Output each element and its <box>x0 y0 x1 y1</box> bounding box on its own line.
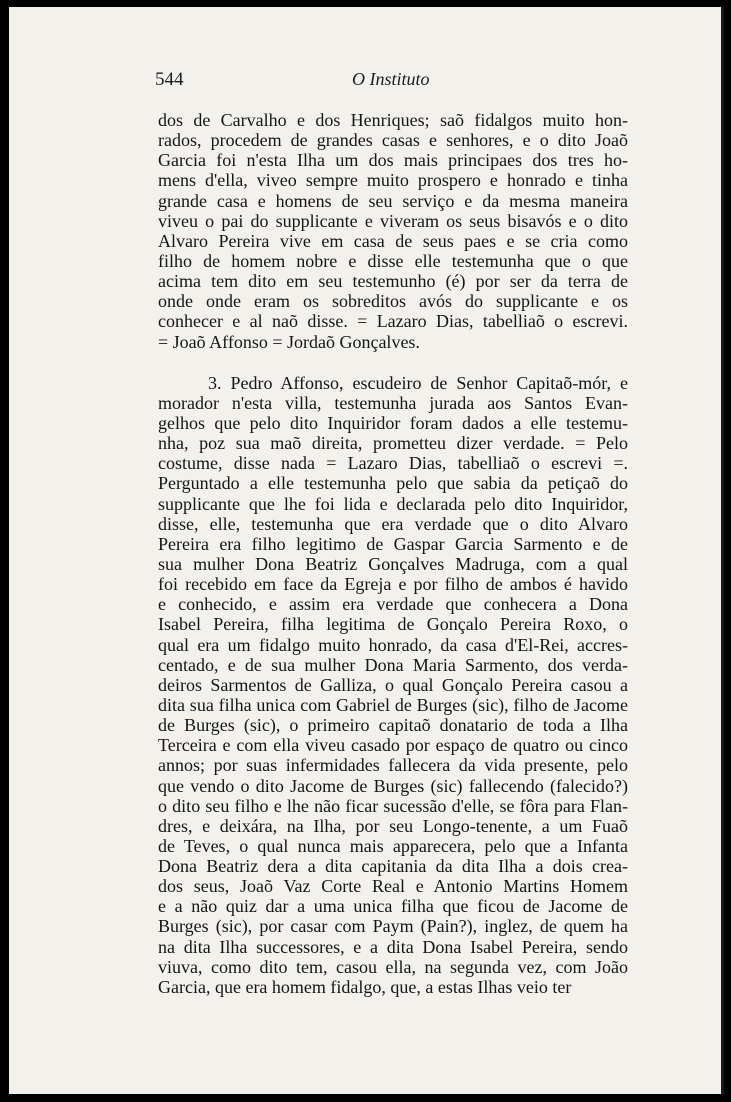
text-line: Alvaro Pereira vive em casa de seus paes e se cria como <box>158 230 628 251</box>
text-line: dres, e deixára, na Ilha, por seu Longo-tenente, a um Fuaõ <box>158 815 628 836</box>
text-line: Pereira era filho legitimo de Gaspar Garcia Sarmento e de <box>158 533 628 554</box>
text-line: sua mulher Dona Beatriz Gonçalves Madruga, com a qual <box>158 553 628 574</box>
text-line: de Teves, o qual nunca mais apparecera, pelo que a Infanta <box>158 835 628 856</box>
page-header <box>9 69 721 95</box>
text-line: Dona Beatriz dera a dita capitania da dita Ilha a dois crea- <box>158 856 628 877</box>
text-line: deiros Sarmentos de Galliza, o qual Gonçalo Pereira casou a <box>158 674 628 695</box>
text-line: 3. Pedro Affonso, escudeiro de Senhor Capitaõ-mór, e <box>208 372 628 393</box>
text-line: acima tem dito em seu testemunho (é) por ser da terra de <box>158 271 628 292</box>
text-line: foi recebido em face da Egreja e por filho de ambos é havido <box>158 574 628 595</box>
text-line: Perguntado a elle testemunha pelo que sabia da petiçaõ do <box>158 473 628 494</box>
text-line: dita sua filha unica com Gabriel de Burges (sic), filho de Jacome <box>158 694 628 715</box>
text-line: morador n'esta villa, testemunha jurada aos Santos Evan- <box>158 392 628 413</box>
text-line: e conhecido, e assim era verdade que conhecera a Dona <box>158 594 628 615</box>
text-line: o dito seu filho e lhe não ficar sucessão d'elle, se fôra para Flan- <box>158 795 628 816</box>
page-number: 544 <box>155 69 184 90</box>
text-line: centado, e de sua mulher Dona Maria Sarmento, dos verda- <box>158 654 628 675</box>
text-line: gelhos que pelo dito Inquiridor foram dados a elle testemu- <box>158 412 628 433</box>
text-line: de Burges (sic), o primeiro capitaõ donatario de toda a Ilha <box>158 715 628 736</box>
text-line: e a não quiz dar a uma unica filha que ficou de Jacome de <box>158 896 628 917</box>
text-line: disse, elle, testemunha que era verdade que o dito Alvaro <box>158 513 628 534</box>
text-line: Burges (sic), por casar com Paym (Pain?), inglez, de quem ha <box>158 916 628 937</box>
text-line: conhecer e al naõ disse. = Lazaro Dias, tabelliaõ o escrevi. <box>158 311 628 332</box>
text-line: rados, procedem de grandes casas e senhores, e o dito Joaõ <box>158 130 628 151</box>
text-line: Garcia foi n'esta Ilha um dos mais principaes dos tres ho- <box>158 150 628 171</box>
text-line: Garcia, que era homem fidalgo, que, a estas Ilhas veio ter <box>158 976 572 997</box>
text-line: dos seus, Joaõ Vaz Corte Real e Antonio Martins Homem <box>158 876 628 897</box>
paragraph <box>158 373 628 997</box>
body-text <box>158 110 628 997</box>
text-line: dos de Carvalho e dos Henriques; saõ fidalgos muito hon- <box>158 110 628 130</box>
text-line: qual era um fidalgo muito honrado, da casa d'El-Rei, accres- <box>158 634 628 655</box>
book-page <box>9 7 724 1094</box>
text-line: filho de homem nobre e disse elle testemunha que o que <box>158 250 628 271</box>
text-line: = Joaõ Affonso = Jordaõ Gonçalves. <box>158 331 420 352</box>
text-line: nha, poz sua maõ direita, prometteu dizer verdade. = Pelo <box>158 433 628 454</box>
text-line: mens d'ella, viveo sempre muito prospero e honrado e tinha <box>158 170 628 191</box>
text-line: que vendo o dito Jacome de Burges (sic) fallecendo (falecido?) <box>158 775 628 796</box>
text-line: costume, disse nada = Lazaro Dias, tabelliaõ o escrevi =. <box>158 453 628 474</box>
text-line: na dita Ilha successores, e a dita Dona Isabel Pereira, sendo <box>158 936 628 957</box>
text-line: supplicante que lhe foi lida e declarada pelo dito Inquiridor, <box>158 493 628 514</box>
paragraph <box>158 110 628 352</box>
text-line: annos; por suas infermidades fallecera da vida presente, pelo <box>158 755 628 776</box>
text-line: Isabel Pereira, filha legitima de Gonçalo Pereira Roxo, o <box>158 614 628 635</box>
text-line: Terceira e com ella viveu casado por espaço de quatro ou cinco <box>158 735 628 756</box>
text-line: onde onde eram os sobreditos avós do supplicante e os <box>158 291 628 312</box>
text-line: grande casa e homens de seu serviço e da mesma maneira <box>158 190 628 211</box>
text-line: viuva, como dito tem, casou ella, na segunda vez, com João <box>158 956 628 977</box>
running-title: O Instituto <box>352 69 430 89</box>
text-line: viveu o pai do supplicante e viveram os seus bisavós e o dito <box>158 210 628 231</box>
paragraph-gap <box>158 352 628 373</box>
